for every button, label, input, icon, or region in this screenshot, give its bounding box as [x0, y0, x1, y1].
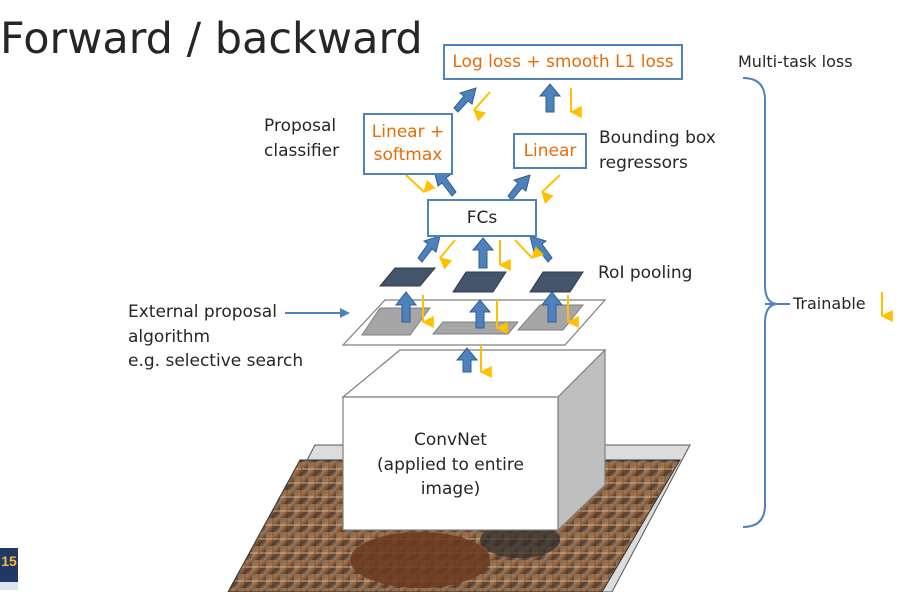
bbox-regressor-label — [599, 126, 716, 175]
proposal-classifier-label — [264, 114, 339, 163]
proposal-classifier-line2: classifier — [264, 140, 340, 161]
external-line2: algorithm — [128, 326, 211, 347]
roi-feature-2 — [453, 272, 506, 292]
multitask-brace — [743, 78, 778, 527]
forward-arrow-classifier-to-loss — [454, 88, 476, 112]
roi-pooling-label: RoI pooling — [598, 263, 693, 283]
classifier-box — [363, 113, 453, 175]
external-line1: External proposal — [128, 302, 277, 322]
slide-title: Forward / backward — [0, 14, 423, 64]
bbox-line1: Bounding box — [599, 128, 716, 148]
forward-arrow-regressor-to-loss — [540, 84, 560, 112]
backward-arrow-classifier — [406, 175, 424, 192]
classifier-box-line2: softmax — [373, 145, 443, 165]
forward-arrow-roi-to-fcs-1 — [418, 236, 440, 262]
classifier-box-line1: Linear + — [371, 122, 445, 143]
loss-box-label: Log loss + smooth L1 loss — [452, 51, 674, 72]
logo-number: 15 — [1, 553, 17, 569]
loss-box — [443, 44, 683, 80]
forward-arrow-roi-to-fcs-3 — [530, 236, 552, 262]
roi-feature-3 — [530, 272, 583, 292]
fcs-box — [427, 199, 537, 237]
bbox-line2: regressors — [599, 152, 688, 173]
fcs-box-label: FCs — [466, 207, 498, 228]
convnet-label — [343, 428, 558, 502]
regressor-box-label: Linear — [523, 140, 577, 161]
forward-arrow-fcs-to-regressor — [508, 175, 530, 200]
backward-arrow-fcs-1 — [440, 240, 455, 258]
horse-head-shape — [350, 532, 490, 588]
backward-arrow-regressor — [542, 175, 560, 192]
roi-feature-1 — [380, 268, 435, 286]
trainable-label: Trainable — [793, 294, 866, 313]
external-line3: e.g. selective search — [128, 351, 304, 372]
convnet-line3: image) — [420, 479, 481, 500]
backward-arrow-fcs-3 — [515, 240, 532, 258]
regressor-box — [513, 133, 587, 169]
roi-pooled-features — [380, 268, 583, 292]
multitask-loss-label: Multi-task loss — [738, 52, 853, 71]
proposal-classifier-line1: Proposal — [264, 116, 337, 136]
external-proposal-label — [128, 300, 303, 374]
convnet-line2: (applied to entire — [377, 454, 524, 475]
convnet-line1: ConvNet — [414, 430, 487, 450]
forward-arrow-roi-to-fcs-2 — [473, 238, 493, 268]
backward-arrow-loss-classifier — [474, 92, 490, 110]
